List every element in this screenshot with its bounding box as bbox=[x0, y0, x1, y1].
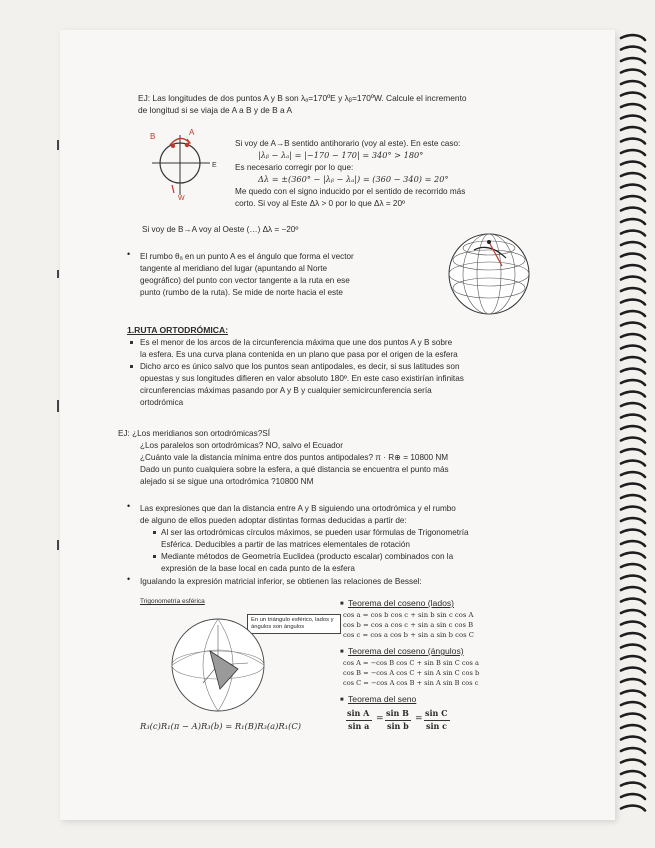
ej2-question4-line1: Dado un punto cualquiera sobre la esfera, a qué distancia se encuentra el punto más bbox=[140, 465, 449, 474]
spiral-coil bbox=[621, 35, 645, 40]
bullet: ■ bbox=[340, 601, 344, 607]
spiral-coil bbox=[621, 231, 645, 236]
spiral-coil bbox=[621, 610, 645, 615]
spiral-coil bbox=[621, 553, 645, 558]
ortodromica-b2-line4: ortodrómica bbox=[140, 398, 184, 407]
spiral-coil bbox=[621, 495, 645, 500]
spiral-coil bbox=[621, 449, 645, 454]
equals-sign: = bbox=[415, 714, 423, 724]
spiral-coil bbox=[621, 633, 645, 638]
globe-figure bbox=[444, 230, 534, 318]
cosine-angles-eq1: cos A = −cos B cos C + sin B sin C cos a bbox=[343, 659, 479, 667]
theorem-cosine-angles-title: Teorema del coseno (ángulos) bbox=[348, 646, 464, 656]
spiral-coil bbox=[621, 392, 645, 397]
spiral-coil bbox=[621, 771, 645, 776]
spiral-coil bbox=[621, 173, 645, 178]
ej1-equation1: |λᵦ − λₐ| = |−170 − 170| = 340° > 180° bbox=[258, 150, 424, 160]
spiral-coil bbox=[621, 748, 645, 753]
ortodromica-b1-line2: la esfera. Es una curva plana contenida en un plano que pasa por el origen de la esfera bbox=[140, 350, 458, 359]
spherical-triangle-figure bbox=[148, 615, 288, 715]
left-edge-marks bbox=[55, 100, 63, 600]
spiral-coil bbox=[621, 219, 645, 224]
spiral-binding bbox=[617, 30, 649, 820]
sketch-label-a: A bbox=[189, 128, 195, 137]
sine-den-a: sin a bbox=[348, 721, 370, 731]
spiral-coil bbox=[621, 702, 645, 707]
spiral-coil bbox=[621, 484, 645, 489]
spiral-coil bbox=[621, 196, 645, 201]
sine-num-b: sin B bbox=[386, 708, 409, 718]
expresiones-sub1-line2: Esférica. Deducibles a partir de las matrices elementales de rotación bbox=[161, 540, 410, 549]
spiral-coil bbox=[621, 426, 645, 431]
sine-num-c: sin C bbox=[425, 708, 448, 718]
section-heading-ortodromica: 1.RUTA ORTODRÓMICA: bbox=[127, 325, 229, 335]
longitude-sketch bbox=[140, 125, 230, 205]
ej1-line5: Si voy de B→A voy al Oeste (…) Δλ = −20º bbox=[142, 225, 299, 234]
ej1-equation2: Δλ = ±(360° − |λᵦ − λₐ|) = (360 − 340) = 20° bbox=[258, 174, 449, 184]
rumbo-line4: punto (rumbo de la ruta). Se mide de norte hacia el este bbox=[140, 288, 343, 297]
sketch-label-w: W bbox=[178, 195, 185, 202]
spiral-coil bbox=[621, 346, 645, 351]
spiral-coil bbox=[621, 334, 645, 339]
spiral-coil bbox=[621, 725, 645, 730]
cosine-sides-eq2: cos b = cos a cos c + sin a sin c cos B bbox=[343, 621, 474, 629]
spiral-coil bbox=[621, 104, 645, 109]
spiral-coil bbox=[621, 622, 645, 627]
spiral-coil bbox=[621, 679, 645, 684]
expresiones-sub2-line1: Mediante métodos de Geometría Euclidea (producto escalar) combinados con la bbox=[161, 552, 454, 561]
spiral-coil bbox=[621, 576, 645, 581]
spiral-coil bbox=[621, 541, 645, 546]
sine-den-c: sin c bbox=[426, 721, 448, 731]
theorem-cosine-sides-title: Teorema del coseno (lados) bbox=[348, 598, 455, 608]
ej1-line3: Me quedo con el signo inducido por el sentido de recorrido más bbox=[235, 187, 466, 196]
ej1-statement-line1: EJ: Las longitudes de dos puntos A y B son λₐ=170ºE y λᵦ=170ºW. Calcule el incremento bbox=[138, 93, 467, 103]
spiral-coil bbox=[621, 208, 645, 213]
cosine-angles-eq3: cos C = −cos A cos B + sin A sin B cos c bbox=[343, 679, 479, 687]
spiral-coil bbox=[621, 58, 645, 63]
bullet: ■ bbox=[340, 649, 344, 655]
ej2-question3: ¿Cuánto vale la distancia mínima entre dos puntos antipodales? π · R⊕ = 10800 NM bbox=[140, 453, 449, 462]
rumbo-line1: El rumbo θₐ en un punto A es el ángulo que forma el vector bbox=[140, 252, 354, 261]
sketch-label-b: B bbox=[150, 132, 156, 141]
spiral-coil bbox=[621, 587, 645, 592]
cosine-sides-eq3: cos c = cos a cos b + sin a sin b cos C bbox=[343, 631, 474, 639]
bullet: ■ bbox=[340, 697, 344, 703]
spiral-coil bbox=[621, 277, 645, 282]
ej1-line2: Es necesario corregir por lo que: bbox=[235, 163, 354, 172]
cosine-sides-eq1: cos a = cos b cos c + sin b sin c cos A bbox=[343, 611, 474, 619]
equals-sign: = bbox=[376, 714, 384, 724]
spiral-coil bbox=[621, 461, 645, 466]
spiral-coil bbox=[621, 369, 645, 374]
spiral-coil bbox=[621, 127, 645, 132]
spiral-coil bbox=[621, 288, 645, 293]
spiral-coil bbox=[621, 47, 645, 52]
sketch-label-e: E bbox=[212, 162, 217, 169]
spiral-coil bbox=[621, 323, 645, 328]
spiral-coil bbox=[621, 783, 645, 788]
spiral-coil bbox=[621, 645, 645, 650]
spiral-coil bbox=[621, 806, 645, 811]
spiral-coil bbox=[621, 599, 645, 604]
spiral-coil bbox=[621, 357, 645, 362]
ej1-line4: corto. Si voy al Este Δλ > 0 por lo que Δλ = 20º bbox=[235, 199, 406, 208]
spiral-coil bbox=[621, 116, 645, 121]
ortodromica-b1-line1: Es el menor de los arcos de la circunferencia máxima que une dos puntos A y B sobre bbox=[140, 338, 453, 347]
spiral-coil bbox=[621, 714, 645, 719]
spiral-coil bbox=[621, 81, 645, 86]
spiral-coil bbox=[621, 668, 645, 673]
spiral-coil bbox=[621, 656, 645, 661]
ortodromica-b2-line1: Dicho arco es único salvo que los puntos sean antipodales, es decir, si sus latitudes son bbox=[140, 362, 460, 371]
spiral-coil bbox=[621, 737, 645, 742]
bullet: • bbox=[127, 574, 131, 584]
ortodromica-b2-line2: opuestas y sus longitudes difieren en valor absoluto 180º. En este caso existirían infinitas bbox=[140, 374, 464, 383]
spiral-coil bbox=[621, 691, 645, 696]
bullet bbox=[130, 341, 133, 344]
ej2-question1: EJ: ¿Los meridianos son ortodrómicas?SÍ bbox=[118, 429, 270, 438]
spiral-coil bbox=[621, 507, 645, 512]
rotation-matrix-equation: R₃(c)R₁(π − A)R₃(b) = R₁(B)R₃(a)R₁(C) bbox=[140, 721, 302, 731]
expresiones-line2: de alguno de ellos pueden adoptar distintas formas deducidas a partir de: bbox=[140, 516, 407, 525]
spiral-coil bbox=[621, 185, 645, 190]
expresiones-sub2-line2: expresión de la base local en cada punto de la esfera bbox=[161, 564, 355, 573]
ej2-question2: ¿Los paralelos son ortodrómicas? NO, salvo el Ecuador bbox=[140, 441, 343, 450]
spiral-coil bbox=[621, 403, 645, 408]
spiral-coil bbox=[621, 139, 645, 144]
spiral-coil bbox=[621, 415, 645, 420]
spiral-coil bbox=[621, 70, 645, 75]
spiral-coil bbox=[621, 242, 645, 247]
ej1-line1: Si voy de A→B sentido antihorario (voy al este). En este caso: bbox=[235, 139, 461, 148]
trig-note-box: En un triángulo esférico, lados y ángulos son ángulos bbox=[247, 614, 341, 634]
expresiones-sub1-line1: Al ser las ortodrómicas círculos máximos, se pueden usar fórmulas de Trigonometría bbox=[161, 528, 469, 537]
spiral-coil bbox=[621, 564, 645, 569]
spiral-coil bbox=[621, 254, 645, 259]
rumbo-line3: geográfico) del punto con vector tangente a la ruta en ese bbox=[140, 276, 350, 285]
spiral-coil bbox=[621, 380, 645, 385]
rumbo-line2: tangente al meridiano del lugar (apuntando al Norte bbox=[140, 264, 328, 273]
expresiones-bessel-line: Igualando la expresión matricial inferior, se obtienen las relaciones de Bessel: bbox=[140, 577, 422, 586]
bullet bbox=[130, 365, 133, 368]
spiral-coil bbox=[621, 311, 645, 316]
spiral-coil bbox=[621, 530, 645, 535]
expresiones-line1: Las expresiones que dan la distancia entre A y B siguiendo una ortodrómica y el rumbo bbox=[140, 504, 456, 513]
spiral-coil bbox=[621, 472, 645, 477]
spiral-coil bbox=[621, 300, 645, 305]
bullet bbox=[153, 555, 156, 558]
spiral-coil bbox=[621, 518, 645, 523]
spiral-coil bbox=[621, 265, 645, 270]
bullet bbox=[153, 531, 156, 534]
cosine-angles-eq2: cos B = −cos A cos C + sin A sin C cos b bbox=[343, 669, 480, 677]
spiral-coil bbox=[621, 760, 645, 765]
ej2-question4-line2: alejado si se sigue una ortodrómica ?10800 NM bbox=[140, 477, 314, 486]
ortodromica-b2-line3: circunferencias máximas pasando por A y B y cualquier semicircunferencia sería bbox=[140, 386, 432, 395]
theorem-sine-title: Teorema del seno bbox=[348, 694, 417, 704]
bullet: • bbox=[127, 249, 131, 259]
spiral-coil bbox=[621, 794, 645, 799]
spiral-coil bbox=[621, 150, 645, 155]
spiral-coil bbox=[621, 93, 645, 98]
trig-caption: Trigonometría esférica bbox=[140, 598, 205, 605]
ej1-statement-line2: de longitud si se viaja de A a B y de B a A bbox=[138, 105, 293, 115]
sine-den-b: sin b bbox=[387, 721, 409, 731]
spiral-coil bbox=[621, 438, 645, 443]
spiral-coil bbox=[621, 162, 645, 167]
bullet: • bbox=[127, 501, 131, 511]
sine-num-a: sin A bbox=[347, 708, 370, 718]
